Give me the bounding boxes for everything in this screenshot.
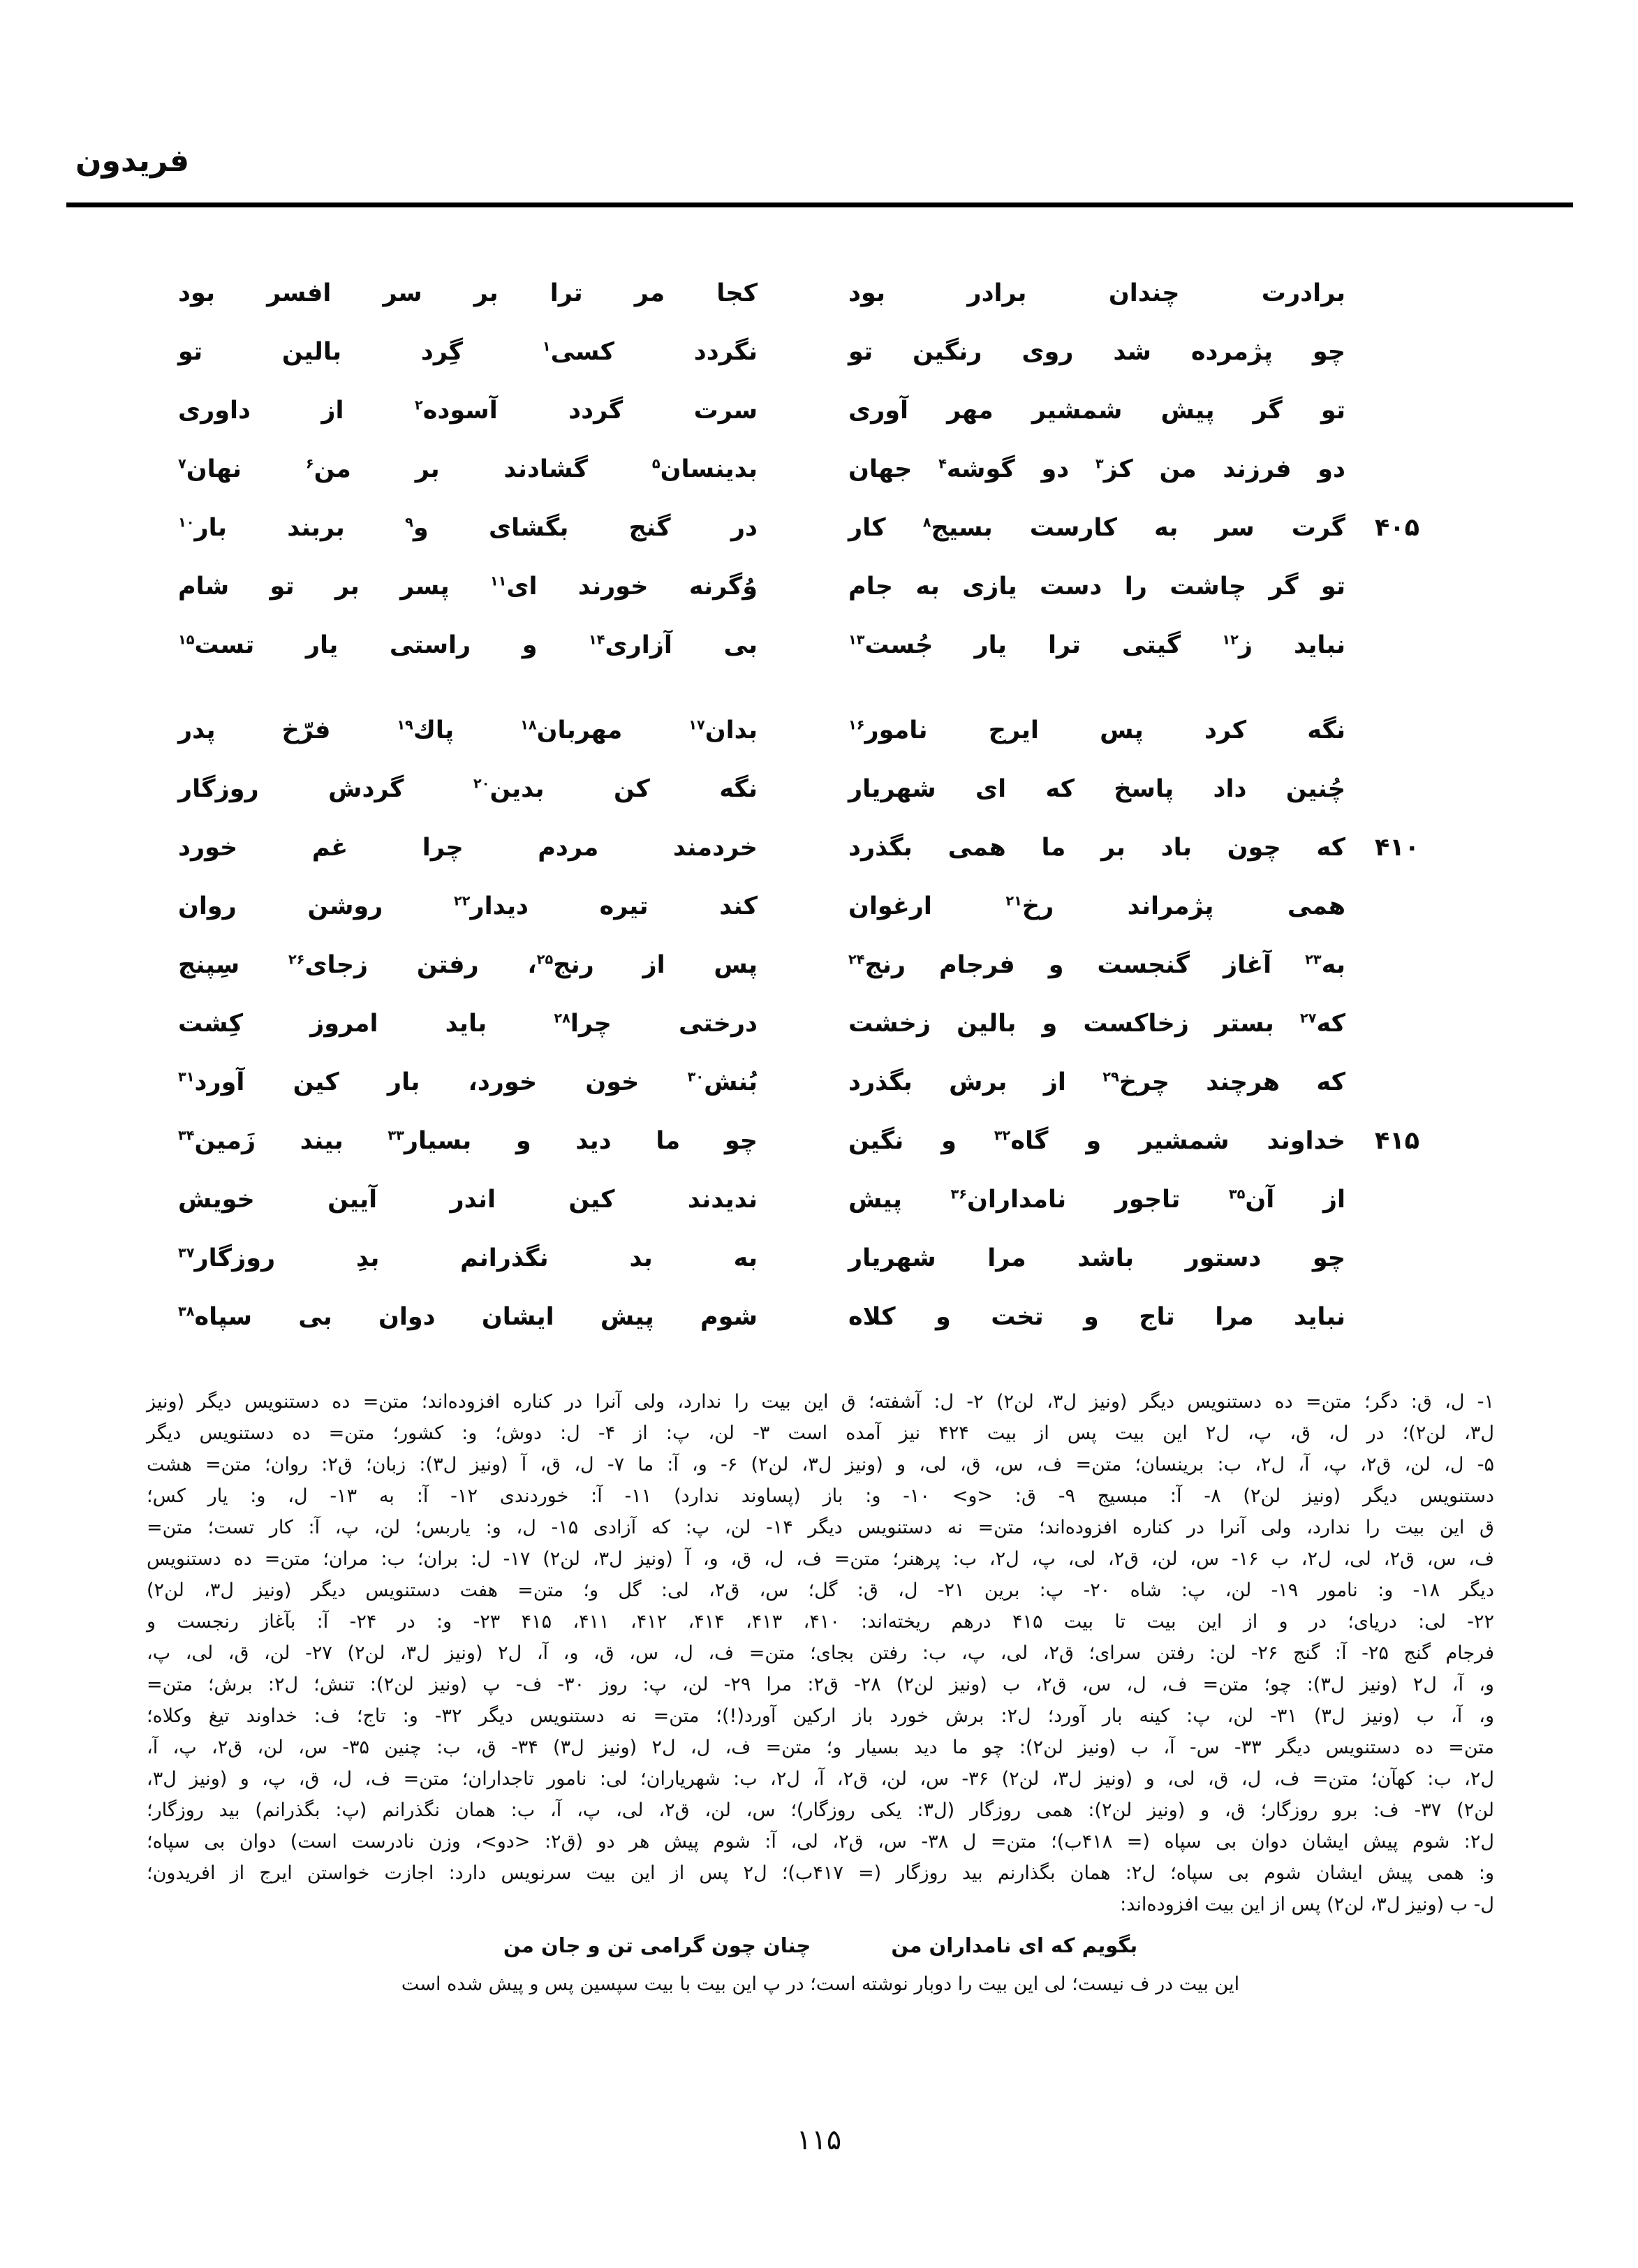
apparatus-line: و، آ، ل۲ (ونیز ل۳): چو؛ متن= ف، ل، س، ق۲، ب (ونیز لن۲) ۲۸- ق۲: مرا ۲۹- لن، پ: روز ۳۰- ف- پ (ونیز لن۲): تنش؛ ل۲: برش؛ متن= [147,1674,1494,1695]
hemistich-right: که هرچند چرخ$^{۲۹}$ از برش بگذرد [848,1068,1345,1096]
hemistich-left: نگه کن بدین$^{۲۰}$ گردش روزگار [178,775,758,803]
hemistich-right: گرت سر به کارست بسیج$^۸$ کار [848,514,1345,542]
hemistich-left: بُنش$^{۳۰}$ خون خورد، بار کین آورد$^{۳۱}$ [178,1068,758,1096]
apparatus-line: ۵- ل، لن، ق۲، پ، آ، ل۲، ب: برینسان؛ متن= ف، س، ق، لی، و (ونیز ل۳، لن۲) ۶- و، آ: ما ۷- ل، ق، آ (ونیز ل۳): زبان؛ ق۲: روان؛ متن= هشت [147,1454,1494,1475]
hemistich-right: از آن$^{۳۵}$ تاجور نامداران$^{۳۶}$ پیش [848,1186,1346,1214]
poem-row [178,573,1419,601]
hemistich-right: خداوند شمشیر و گاه$^{۳۲}$ و نگین [848,1127,1345,1155]
hemistich-right: به$^{۲۳}$ آغاز گنجست و فرجام رنج$^{۲۴}$ [848,951,1345,979]
verse-number [1345,279,1419,307]
hemistich-left: پس از رنج$^{۲۵}$، رفتن زجای$^{۲۶}$ سِپنج [178,951,758,979]
verse-number [1345,1244,1419,1272]
poem-row [178,514,1419,542]
column-gap [758,1186,848,1214]
poem-row [178,1186,1419,1214]
running-head: فریدون [75,143,190,179]
apparatus-line: متن= ده دستنویس دیگر ۳۳- س- آ، ب (ونیز لن۲): چو ما دید بسیار و؛ متن= ف، ل، ل۲ (ونیز ل۳) ۳۴- ق، ب: چنین ۳۵- س، لن، ق۲، پ، آ، [147,1737,1494,1758]
poem-row [178,716,1419,744]
hemistich-right: تو گر پیش شمشیر مهر آوری [848,397,1345,425]
verse-number: ۴۰۵ [1374,514,1419,542]
column-gap [758,716,848,744]
hemistich-left: کند تیره دیدار$^{۲۲}$ روشن روان [178,892,758,920]
header-rule [66,202,1573,207]
apparatus-line: ل۲، ب: کهآن؛ متن= ف، ل، ق، لی، و (ونیز ل۳، لن۲) ۳۶- س، لن، ق۲، آ، ل۲، ب: شهریاران؛ لی: نامور تاجداران؛ متن= ف، ل، ق، پ، و (ونیز ل۳، [147,1768,1494,1790]
apparatus-line: فرجام گنج ۲۵- آ: گنج ۲۶- لن: رفتن سرای؛ ق۲، لی، پ، ب: رفتن بجای؛ متن= ف، ل، س، ق، و، آ، ل۲ (ونیز ل۳، لن۲) ۲۷- لن، ق، لی، پ، [147,1642,1494,1664]
poem-row [178,1303,1419,1331]
hemistich-right: که چون باد بر ما همی بگذرد [848,834,1345,862]
verse-number [1345,397,1419,425]
page-number: ۱۱۵ [796,2124,842,2156]
apparatus-lines [147,1386,1494,1920]
apparatus-line: ق این بیت را ندارد، ولی آنرا در کناره افزوده‌اند؛ متن= نه دستنویس دیگر ۱۴- لن، پ: که آزادی ۱۵- ل، و: یاربس؛ لن، پ، آ: کار تست؛ متن= [147,1517,1494,1538]
column-gap [758,338,848,366]
apparatus-line: و: همی پیش ایشان شوم بی سپاه؛ ل۲: همان بگذارنم بید روزگار (= ۴۱۷ب)؛ ل۲ پس از این بیت سرنویس دارد: اجازت خواستن ایرج از افریدون؛ [147,1862,1495,1884]
apparatus-line: ف، س، ق۲، لی، ل۲، ب ۱۶- س، لن، ق۲، لی، پ، ل۲، ب: پرهنر؛ متن= ف، ل، ق، و، آ (ونیز ل۳، لن۲) ۱۷- ل: بران؛ ب: مران؛ متن= ده دستنویس [147,1548,1494,1570]
hemistich-left: خردمند مردم چرا غم خورد [178,834,758,862]
poem-row [178,834,1419,862]
hemistich-right: تو گر چاشت را دست یازی به جام [848,573,1345,601]
added-verse-right: بگویم که ای نامداران من [891,1934,1138,1957]
verse-number [1345,573,1419,601]
hemistich-right: چو پژمرده شد روی رنگین تو [848,338,1345,366]
column-gap [758,951,848,979]
poem [178,279,1419,1362]
apparatus-line: دیگر ۱۸- و: نامور ۱۹- لن، پ: شاه ۲۰- پ: برین ۲۱- ل، ق: گل؛ س، ق۲، لی: گل و؛ متن= هفت دستنویس دیگر (ونیز ل۳، لن۲) [147,1580,1494,1601]
added-verse [147,1930,1494,1961]
hemistich-left: کجا مر ترا بر سر افسر بود [178,279,758,307]
poem-row [178,1127,1419,1155]
column-gap [758,834,848,862]
poem-row [178,455,1419,483]
apparatus-line: لن۲) ۳۷- ف: برو روزگار؛ ق، و (ونیز لن۲): همی روزگار (ل۳: یکی روزگار)؛ س، لن، ق۲، لی، پ، آ، ب: همان نگذرانم (پ: بگذرانم) بید روزگار؛ [147,1799,1494,1821]
column-gap [758,455,848,483]
verse-number [1345,338,1419,366]
hemistich-right: نباید ز$^{۱۲}$ گیتی ترا یار جُست$^{۱۳}$ [848,631,1345,659]
hemistich-left: به بد نگذرانم بدِ روزگار$^{۳۷}$ [178,1244,758,1272]
verse-number [1345,455,1419,483]
verse-number [1345,1010,1419,1038]
hemistich-right: همی پژمراند رخ$^{۲۱}$ ارغوان [848,892,1345,920]
added-verse-left: چنان چون گرامی تن و جان من [503,1934,811,1957]
column-gap [758,1068,848,1096]
hemistich-left: نگردد کسی$^۱$ گِرد بالین تو [178,338,758,366]
apparatus [147,1386,1494,2000]
hemistich-left: درختی چرا$^{۲۸}$ باید امروز کِشت [178,1010,758,1038]
verse-number: ۴۱۵ [1374,1127,1419,1155]
verse-number [1345,631,1419,659]
hemistich-left: ندیدند کین اندر آیین خویش [178,1186,758,1214]
poem-row [178,631,1419,659]
poem-row [178,775,1419,803]
poem-row [178,1244,1419,1272]
hemistich-left: وُگرنه خورند ای$^{۱۱}$ پسر بر تو شام [178,573,758,601]
hemistich-left: بدان$^{۱۷}$ مهربان$^{۱۸}$ پاك$^{۱۹}$ فرّخ پدر [178,716,758,744]
verse-number: ۴۱۰ [1374,834,1419,862]
apparatus-line: ۱- ل، ق: دگر؛ متن= ده دستنویس دیگر (ونیز ل۳، لن۲) ۲- ل: آشفته؛ ق این بیت را ندارد، ولی آنرا در کناره افزوده‌اند؛ متن= ده دستنویس دیگر (ونیز [147,1391,1495,1413]
column-gap [758,775,848,803]
verse-number [1345,775,1419,803]
apparatus-line: ل- ب (ونیز ل۳، لن۲) پس از این بیت افزوده‌اند: [1120,1894,1494,1915]
column-gap [758,1303,848,1331]
hemistich-right: نباید مرا تاج و تخت و کلاه [848,1303,1345,1331]
poem-row [178,279,1419,307]
hemistich-left: بی آزاری$^{۱۴}$ و راستی یار تست$^{۱۵}$ [178,631,758,659]
hemistich-left: بدینسان$^۵$ گشادند بر من$^۶$ نهان$^۷$ [178,455,758,483]
poem-row [178,1010,1419,1038]
apparatus-line: ل۳، لن۲)؛ در ل، ق، پ، ل۲ این بیت پس از بیت ۴۲۴ نیز آمده است ۳- لن، پ: از ۴- ل: دوش؛ و: کشور؛ متن= ده دستنویس دیگر [147,1422,1495,1444]
closing-note: این بیت در ف نیست؛ لی این بیت را دوبار نوشته است؛ در پ این بیت با بیت سپسین پس و پیش شده است [401,1973,1240,1995]
column-gap [758,1127,848,1155]
hemistich-left: چو ما دید و بسیار$^{۳۳}$ بیند زَمین$^{۳۴}$ [178,1127,758,1155]
hemistich-left: شوم پیش ایشان دوان بی سپاه$^{۳۸}$ [178,1303,758,1331]
hemistich-right: که$^{۲۷}$ بستر زخاکست و بالین زخشت [848,1010,1345,1038]
verse-number [1345,716,1419,744]
column-gap [758,514,848,542]
apparatus-line: ل۲: شوم پیش ایشان دوان بی سپاه (= ۴۱۸ب)؛ متن= ل ۳۸- س، ق۲، لی، آ: شوم پیش هر دو (ق۲: <دو>، وزن نادرست است) دوان بی سپاه؛ [147,1831,1495,1853]
column-gap [758,1244,848,1272]
verse-number [1345,951,1419,979]
verse-number [1345,1303,1419,1331]
hemistich-left: در گنج بگشای و$^۹$ بربند بار$^{۱۰}$ [178,514,758,542]
column-gap [758,279,848,307]
verse-number [1345,892,1419,920]
poem-row [178,1068,1419,1096]
hemistich-right: برادرت چندان برادر بود [848,279,1345,307]
hemistich-right: دو فرزند من کز$^۳$ دو گوشه$^۴$ جهان [848,455,1346,483]
verse-number [1345,1186,1419,1214]
column-gap [758,397,848,425]
hemistich-right: چُنین داد پاسخ که ای شهریار [848,775,1345,803]
poem-row [178,951,1419,979]
column-gap [758,573,848,601]
column-gap [758,1010,848,1038]
poem-row [178,338,1419,366]
column-gap [758,631,848,659]
verse-number [1345,1068,1419,1096]
column-gap [758,892,848,920]
hemistich-right: نگه کرد پس ایرج نامور$^{۱۶}$ [848,716,1345,744]
hemistich-right: چو دستور باشد مرا شهریار [848,1244,1345,1272]
apparatus-line: و، آ، ب (ونیز ل۳) ۳۱- لن، پ: کینه بار آورد؛ ل۲: برش خورد باز ارکین آورد(!)؛ متن= نه دستنویس دیگر ۳۲- و: تاج؛ ف: خداوند تیغ وکلاه؛ [147,1705,1495,1727]
poem-row [178,892,1419,920]
poem-row [178,397,1419,425]
apparatus-line: ۲۲- لی: دریای؛ در و از این بیت تا بیت ۴۱۵ درهم ریخته‌اند: ۴۱۰، ۴۱۳، ۴۱۴، ۴۱۲، ۴۱۱، ۴۱۵ ۲۳- و: در ۲۴- آ: بآغاز رنجست و [147,1611,1495,1633]
hemistich-left: سرت گردد آسوده$^۲$ از داوری [178,397,758,425]
apparatus-line: دستنویس دیگر (ونیز لن۲) ۸- آ: مبسیج ۹- ق: <و> ۱۰- و: باز (پساوند ندارد) ۱۱- آ: خوردندی ۱۲- آ: به ۱۳- ل، و: یار کس؛ [147,1485,1494,1507]
